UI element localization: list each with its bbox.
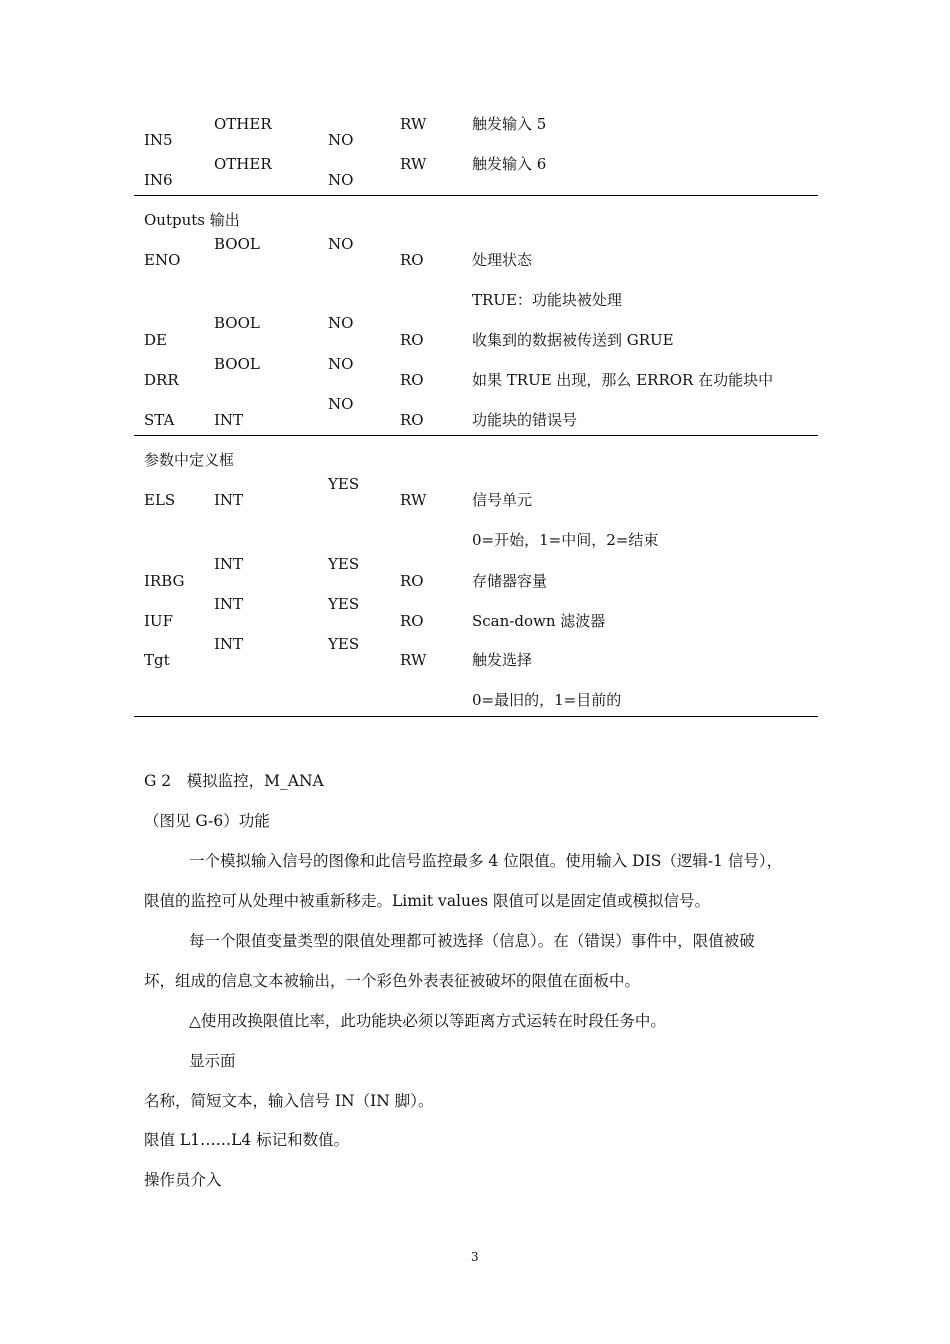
cell-option: NO bbox=[328, 131, 354, 149]
table-rule bbox=[134, 195, 818, 196]
cell-name: ENO bbox=[144, 251, 181, 269]
cell-type: OTHER bbox=[214, 155, 272, 173]
paragraph-line: 限值 L1……L4 标记和数值。 bbox=[144, 1131, 350, 1149]
cell-description: 存储器容量 bbox=[472, 572, 548, 590]
cell-description: 0=最旧的，1=目前的 bbox=[472, 691, 622, 709]
cell-description: 收集到的数据被传送到 GRUE bbox=[472, 331, 674, 349]
cell-option: NO bbox=[328, 171, 354, 189]
cell-option: YES bbox=[328, 635, 360, 653]
cell-type: INT bbox=[214, 635, 244, 653]
paragraph-line: 坏，组成的信息文本被输出，一个彩色外表表征被破坏的限值在面板中。 bbox=[144, 972, 641, 990]
section-subheading: （图见 G-6）功能 bbox=[144, 812, 270, 830]
section-header-parameters: 参数中定义框 bbox=[144, 451, 235, 469]
cell-type: INT bbox=[214, 595, 244, 613]
cell-access: RO bbox=[400, 371, 424, 389]
cell-description: 触发选择 bbox=[472, 651, 533, 669]
cell-option: NO bbox=[328, 355, 354, 373]
cell-type: INT bbox=[214, 555, 244, 573]
paragraph-line: 限值的监控可从处理中被重新移走。Limit values 限值可以是固定值或模拟信号。 bbox=[144, 892, 711, 910]
section-heading: G 2 模拟监控，M_ANA bbox=[144, 772, 324, 790]
paragraph-line: 显示面 bbox=[189, 1052, 236, 1070]
page-number: 3 bbox=[471, 1250, 479, 1264]
cell-access: RW bbox=[400, 651, 427, 669]
cell-option: NO bbox=[328, 395, 354, 413]
cell-option: NO bbox=[328, 235, 354, 253]
cell-name: IRBG bbox=[144, 572, 185, 590]
cell-name: Tgt bbox=[144, 651, 170, 669]
paragraph-line: △使用改换限值比率，此功能块必须以等距离方式运转在时段任务中。 bbox=[189, 1012, 666, 1030]
cell-name: ELS bbox=[144, 491, 176, 509]
cell-type: INT bbox=[214, 491, 244, 509]
section-header-outputs: Outputs 输出 bbox=[144, 211, 240, 229]
cell-name: DRR bbox=[144, 371, 179, 389]
cell-name: IN5 bbox=[144, 131, 173, 149]
cell-option: YES bbox=[328, 555, 360, 573]
cell-description: 处理状态 bbox=[472, 251, 533, 269]
cell-description: 功能块的错误号 bbox=[472, 411, 578, 429]
cell-access: RO bbox=[400, 331, 424, 349]
cell-access: RW bbox=[400, 115, 427, 133]
cell-access: RO bbox=[400, 572, 424, 590]
paragraph-line: 每一个限值变量类型的限值处理都可被选择（信息）。在（错误）事件中，限值被破 bbox=[189, 932, 755, 950]
cell-access: RO bbox=[400, 251, 424, 269]
paragraph-line: 一个模拟输入信号的图像和此信号监控最多 4 位限值。使用输入 DIS（逻辑-1 信号）， bbox=[189, 852, 783, 870]
cell-access: RO bbox=[400, 612, 424, 630]
cell-description: TRUE：功能块被处理 bbox=[472, 291, 622, 309]
paragraph-line: 操作员介入 bbox=[144, 1171, 222, 1189]
cell-description: 信号单元 bbox=[472, 491, 533, 509]
table-rule bbox=[134, 716, 818, 717]
cell-type: BOOL bbox=[214, 314, 260, 332]
cell-type: BOOL bbox=[214, 235, 260, 253]
cell-option: YES bbox=[328, 595, 360, 613]
cell-type: OTHER bbox=[214, 115, 272, 133]
cell-option: YES bbox=[328, 475, 360, 493]
table-rule bbox=[134, 435, 818, 436]
cell-name: IN6 bbox=[144, 171, 173, 189]
cell-description: 0=开始，1=中间，2=结束 bbox=[472, 531, 659, 549]
paragraph-line: 名称，简短文本，输入信号 IN（IN 脚）。 bbox=[144, 1092, 434, 1110]
cell-description: Scan-down 滤波器 bbox=[472, 612, 606, 630]
cell-option: NO bbox=[328, 314, 354, 332]
cell-description: 如果 TRUE 出现，那么 ERROR 在功能块中 bbox=[472, 371, 774, 389]
cell-access: RW bbox=[400, 491, 427, 509]
cell-name: DE bbox=[144, 331, 167, 349]
cell-name: IUF bbox=[144, 612, 173, 630]
cell-description: 触发输入 5 bbox=[472, 115, 547, 133]
cell-access: RO bbox=[400, 411, 424, 429]
cell-description: 触发输入 6 bbox=[472, 155, 547, 173]
cell-name: STA bbox=[144, 411, 175, 429]
cell-access: RW bbox=[400, 155, 427, 173]
cell-type: BOOL bbox=[214, 355, 260, 373]
cell-type: INT bbox=[214, 411, 244, 429]
